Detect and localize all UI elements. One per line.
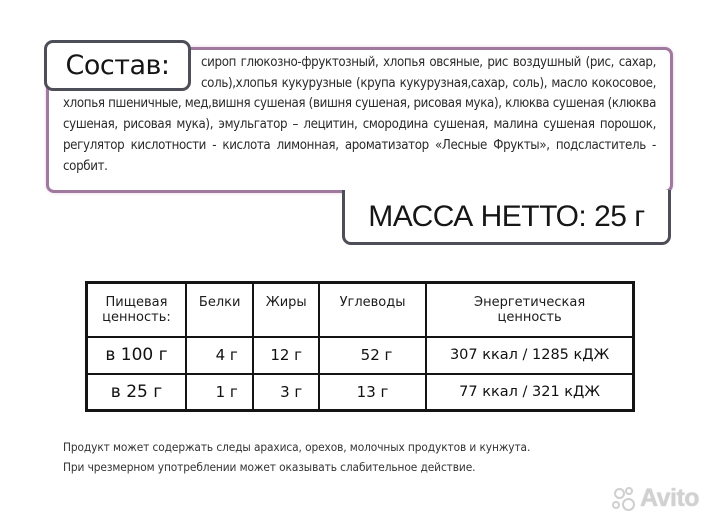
composition-title: Состав:: [65, 50, 170, 81]
header-fat: Жиры: [253, 283, 319, 337]
header-nutrition-value: Пищевая ценность:: [87, 283, 186, 337]
energy-value: 77 ккал / 321 кДЖ: [426, 374, 633, 411]
warning-line-allergens: Продукт может содержать следы арахиса, орехов, молочных продуктов и кунжута.: [63, 440, 531, 454]
net-weight-label: МАССА НЕТТО: 25 г: [368, 200, 645, 233]
header-carbs: Углеводы: [319, 283, 426, 337]
fat-value: 12 г: [253, 337, 319, 374]
ingredients-text: сироп глюкозно-фруктозный, хлопья овсяные, рис воздушный (рис, сахар, соль),хлопья кукурузные (крупа кукурузная,сахар, соль), масло кокосовое, хлопья пшеничные, мед,вишня сушеная (вишня сушеная, рисовая мука), клюква сушеная (клюква сушеная, рисовая мука), эмульгатор – лецитин, смородина сушеная, малина сушеная порошок, регулятор кислотности - кислота лимонная, ароматизатор «Лесные Фрукты», подсластитель - сорбит.: [63, 55, 656, 174]
fat-value: 3 г: [253, 374, 319, 411]
nutrition-table: [85, 281, 635, 412]
protein-value: 1 г: [186, 374, 254, 411]
net-weight-box: [342, 190, 671, 245]
avito-wordmark: Avito: [640, 484, 700, 512]
table-header-row: [87, 283, 634, 337]
allergen-warning: [63, 437, 673, 477]
row-label: в 25 г: [87, 374, 186, 411]
energy-value: 307 ккал / 1285 кДЖ: [426, 337, 633, 374]
protein-value: 4 г: [186, 337, 254, 374]
carbs-value: 13 г: [319, 374, 426, 411]
carbs-value: 52 г: [319, 337, 426, 374]
composition-title-box: [44, 40, 191, 91]
header-energy: Энергетическая ценность: [426, 283, 633, 337]
table-row: [87, 337, 634, 374]
warning-line-laxative: При чрезмерном употреблении может оказывать слабительное действие.: [63, 460, 476, 474]
avito-watermark: [612, 484, 699, 513]
table-row: [87, 374, 634, 411]
header-protein: Белки: [186, 283, 254, 337]
avito-dots-icon: [612, 486, 638, 512]
row-label: в 100 г: [87, 337, 186, 374]
